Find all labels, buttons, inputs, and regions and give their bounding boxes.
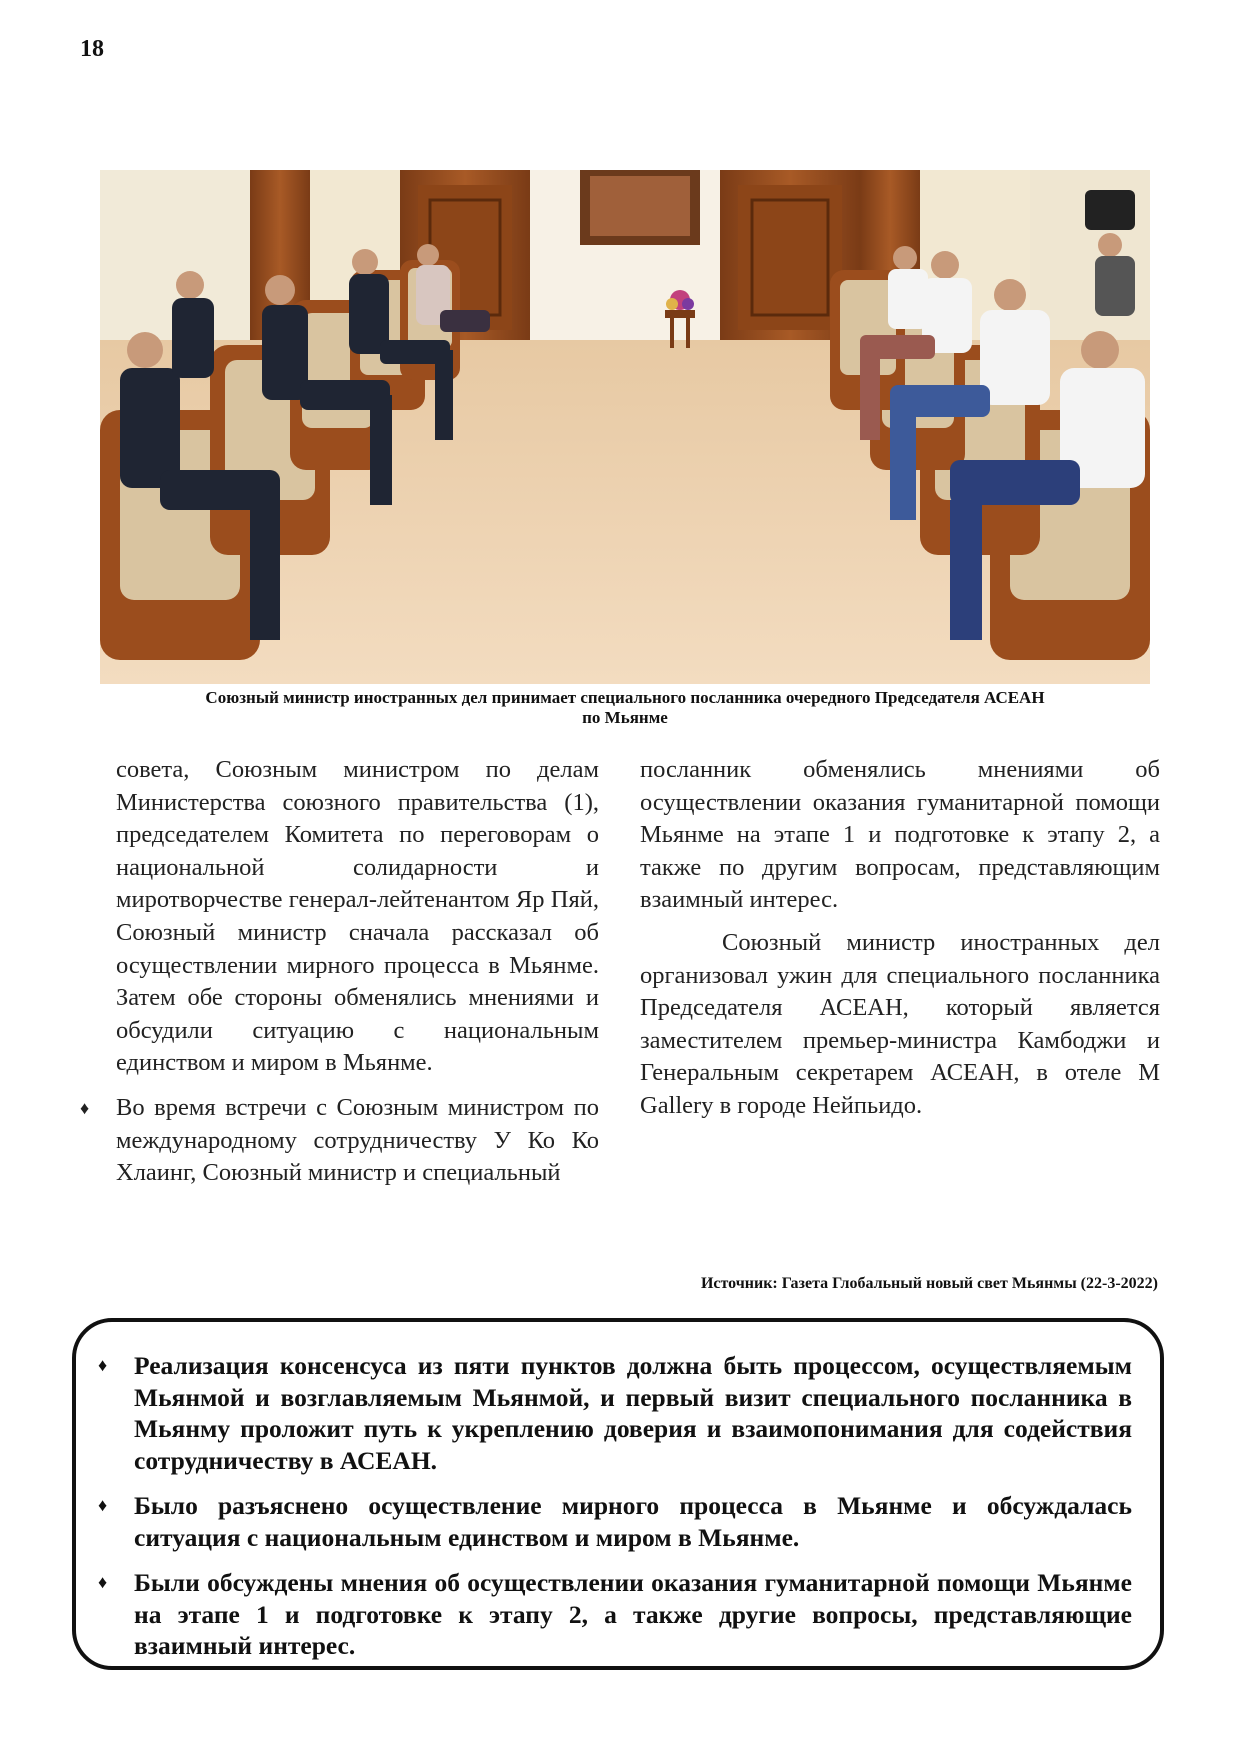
photo-caption <box>90 688 1160 728</box>
article-right-column <box>640 754 1160 1123</box>
photo-caption-line-1: Союзный министр иностранных дел принимает специального посланника очередного Председателя АСЕАН <box>205 688 1045 707</box>
diamond-bullet-icon: ♦ <box>98 1572 108 1592</box>
summary-item <box>98 1350 1132 1476</box>
diamond-bullet-icon: ♦ <box>80 1097 90 1118</box>
article-paragraph-dinner: Союзный министр иностранных дел организовал ужин для специального посланника Председателя АСЕАН, который является заместителем премьер-министра Камбоджи и Генеральным секретарем АСЕАН, в отеле M Gallery в городе Нейпьидо. <box>640 928 1160 1119</box>
meeting-photo <box>100 170 1150 684</box>
summary-item-text: Были обсуждены мнения об осуществлении оказания гуманитарной помощи Мьянме на этапе 1 и подготовке к этапу 2, а также другие вопросы, представляющие взаимный интерес. <box>134 1568 1132 1660</box>
diamond-bullet-icon: ♦ <box>98 1355 108 1375</box>
article-paragraph-continued: посланник обменялись мнениями об осуществлении оказания гуманитарной помощи Мьянме на этапе 1 и подготовке к этапу 2, а также по другим вопросам, представляющим взаимный интерес. <box>640 756 1160 914</box>
summary-item <box>98 1490 1132 1553</box>
article-bullet-item <box>80 1092 599 1190</box>
meeting-photo-illustration <box>100 170 1150 684</box>
photo-caption-line-2: по Мьянме <box>582 708 668 727</box>
summary-item-text: Реализация консенсуса из пяти пунктов должна быть процессом, осуществляемым Мьянмой и возглавляемым Мьянмой, и первый визит специального посланника в Мьянму проложит путь к укреплению доверия и взаимопонимания для содействия сотрудничеству в АСЕАН. <box>134 1351 1132 1475</box>
summary-item-text: Было разъяснено осуществление мирного процесса в Мьянме и обсуждалась ситуация с национальным единством и миром в Мьянме. <box>134 1491 1132 1552</box>
diamond-bullet-icon: ♦ <box>98 1495 108 1515</box>
source-citation: Источник: Газета Глобальный новый свет Мьянмы (22-3-2022) <box>700 1275 1158 1292</box>
article-left-column <box>80 754 599 1190</box>
article-paragraph: совета, Союзным министром по делам Министерства союзного правительства (1), председателем Комитета по переговорам о национальной солидарности и миротворчестве генерал-лейтенантом Яр Пяй, Союзный министр сначала рассказал об осуществлении мирного процесса в Мьянме. Затем обе стороны обменялись мнениями и обсудили ситуацию с национальным единством и миром в Мьянме. <box>116 756 599 1077</box>
article-bullet-text: Во время встречи с Союзным министром по международному сотрудничеству У Ко Ко Хлаинг, Союзный министр и специальный <box>116 1093 599 1187</box>
summary-item <box>98 1567 1132 1662</box>
summary-box <box>72 1318 1164 1670</box>
page-number: 18 <box>80 36 104 62</box>
